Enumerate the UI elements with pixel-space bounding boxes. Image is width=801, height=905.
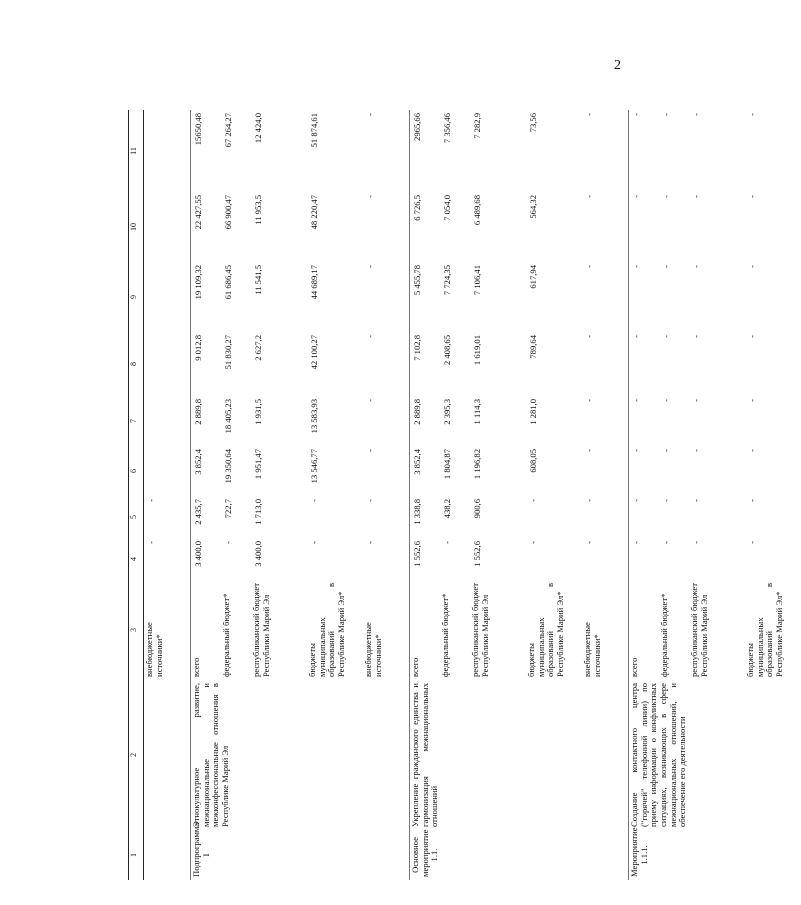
value-cell: - <box>146 541 156 544</box>
funding-source-cell: всего <box>191 580 222 680</box>
value-cell <box>144 110 191 192</box>
value-cell: 13 546,77 <box>309 449 319 484</box>
funding-source-cell: бюджеты муниципальных образований в Республике Марий Эл* <box>526 583 565 677</box>
value-cell: - <box>661 265 671 268</box>
value-cell: - <box>747 195 757 198</box>
value-cell: 2 408,65 <box>442 335 452 366</box>
value-cell: 1 552,6 <box>410 538 441 580</box>
value-cell: 5 455,78 <box>410 262 441 332</box>
value-cell: - <box>584 541 594 544</box>
value-cell: 2 889,8 <box>410 396 441 446</box>
value-cell: - <box>691 399 701 402</box>
value-cell: - <box>528 541 538 544</box>
table-row <box>144 110 191 880</box>
value-cell: - <box>365 541 375 544</box>
value-cell <box>144 332 191 396</box>
funding-source-cell: внебюджетные источники* <box>144 622 164 677</box>
value-cell: - <box>747 499 757 502</box>
header-cell: 3 <box>129 580 144 680</box>
value-cell: - <box>309 541 319 544</box>
table-body <box>144 110 801 880</box>
value-cell: 22 427,55 <box>191 192 222 262</box>
header-row <box>129 110 144 880</box>
value-cell: - <box>365 265 375 268</box>
value-cell: 11 541,5 <box>253 265 263 295</box>
funding-source-cell: бюджеты муниципальных образований в Республике Марий Эл* <box>745 583 784 677</box>
value-cell: 44 689,17 <box>309 265 319 300</box>
value-cell: 1 552,6 <box>472 541 482 567</box>
value-cell: 789,64 <box>528 335 538 359</box>
value-cell: - <box>223 541 233 544</box>
value-cell: - <box>691 335 701 338</box>
value-cell: - <box>584 113 594 116</box>
header-cell: 11 <box>129 110 144 192</box>
value-cell: - <box>747 449 757 452</box>
value-cell: 19 109,32 <box>191 262 222 332</box>
value-cell: 61 686,45 <box>223 265 233 300</box>
value-cell: - <box>584 265 594 268</box>
table-row <box>410 110 441 880</box>
value-cell <box>144 446 191 496</box>
value-cell: - <box>584 399 594 402</box>
value-cell: - <box>309 499 319 502</box>
program-id-cell <box>144 830 191 880</box>
value-cell: - <box>747 265 757 268</box>
value-cell: 7 724,35 <box>442 265 452 296</box>
value-cell: 12 424,0 <box>253 113 263 144</box>
funding-source-cell: всего <box>629 580 660 680</box>
header-cell: 2 <box>129 680 144 830</box>
value-cell: - <box>629 262 660 332</box>
value-cell: 1 931,5 <box>253 399 263 425</box>
value-cell: - <box>747 399 757 402</box>
header-cell: 7 <box>129 396 144 446</box>
value-cell: - <box>629 192 660 262</box>
value-cell: - <box>365 335 375 338</box>
value-cell: - <box>365 499 375 502</box>
value-cell: 6 726,5 <box>410 192 441 262</box>
value-cell: - <box>584 449 594 452</box>
value-cell: 42 100,27 <box>309 335 319 370</box>
header-cell: 1 <box>129 830 144 880</box>
value-cell: 1 713,0 <box>253 499 263 525</box>
value-cell: 2965,66 <box>410 110 441 192</box>
value-cell: - <box>661 335 671 338</box>
value-cell: - <box>584 499 594 502</box>
value-cell: - <box>691 195 701 198</box>
value-cell: - <box>661 195 671 198</box>
program-name-cell: Укрепление гражданского единства и гармонизация межнациональных отношений <box>410 680 629 830</box>
value-cell: 7 054,0 <box>442 195 452 221</box>
value-cell: 608,05 <box>528 449 538 473</box>
value-cell: 2 889,8 <box>191 396 222 446</box>
value-cell: - <box>691 499 701 502</box>
value-cell <box>144 396 191 446</box>
value-cell: - <box>629 446 660 496</box>
funding-source-cell: республиканский бюджет Республики Марий Эл <box>470 583 490 677</box>
value-cell: 6 489,68 <box>472 195 482 226</box>
value-cell: - <box>442 541 452 544</box>
value-cell: - <box>528 499 538 502</box>
value-cell: - <box>691 113 701 116</box>
value-cell: - <box>661 449 671 452</box>
value-cell: 2 627,2 <box>253 335 263 361</box>
value-cell: - <box>747 541 757 544</box>
program-name-cell: Создание контактного центра ("горячей" телефонной линии) по приему информации о конфликтных ситуациях, возникающих в сфере межнациональных отношений, и обеспечение его деятельности <box>629 680 801 830</box>
value-cell: 51 830,27 <box>223 335 233 370</box>
value-cell: 3 400,0 <box>191 538 222 580</box>
program-name-cell <box>144 680 191 830</box>
funding-source-cell: республиканский бюджет Республики Марий Эл <box>251 583 271 677</box>
value-cell: - <box>365 113 375 116</box>
value-cell: 2 435,7 <box>191 496 222 538</box>
value-cell: - <box>691 265 701 268</box>
value-cell: - <box>629 110 660 192</box>
value-cell: - <box>629 496 660 538</box>
header-cell: 6 <box>129 446 144 496</box>
value-cell: - <box>747 113 757 116</box>
value-cell: 1 338,8 <box>410 496 441 538</box>
value-cell: 1 281,0 <box>528 399 538 425</box>
value-cell: 1 619,01 <box>472 335 482 366</box>
header-cell: 5 <box>129 496 144 538</box>
funding-source-cell: внебюджетные источники* <box>582 622 602 677</box>
value-cell: 1 114,3 <box>472 399 482 425</box>
value-cell: 900,6 <box>472 499 482 519</box>
value-cell: - <box>661 541 671 544</box>
page-number: 2 <box>614 58 621 73</box>
value-cell: 18 405,23 <box>223 399 233 434</box>
value-cell: 73,56 <box>528 113 538 133</box>
value-cell: 67 264,27 <box>223 113 233 148</box>
value-cell: 19 350,64 <box>223 449 233 484</box>
value-cell: 1 804,87 <box>442 449 452 480</box>
table-row <box>629 110 660 880</box>
funding-source-cell: республиканский бюджет Республики Марий Эл <box>689 583 709 677</box>
value-cell: - <box>584 335 594 338</box>
value-cell: - <box>629 332 660 396</box>
value-cell: - <box>691 541 701 544</box>
funding-source-cell: федеральный бюджет* <box>221 593 231 677</box>
value-cell: - <box>365 195 375 198</box>
value-cell: 3 852,4 <box>191 446 222 496</box>
funding-source-cell: бюджеты муниципальных образований в Республике Марий Эл* <box>307 583 346 677</box>
value-cell: - <box>146 499 156 502</box>
value-cell: - <box>365 399 375 402</box>
value-cell <box>144 262 191 332</box>
value-cell: 1 951,47 <box>253 449 263 480</box>
header-cell: 9 <box>129 262 144 332</box>
value-cell: 66 900,47 <box>223 195 233 230</box>
value-cell: 438,2 <box>442 499 452 519</box>
value-cell: - <box>661 499 671 502</box>
value-cell: 564,32 <box>528 195 538 219</box>
value-cell: 1 196,82 <box>472 449 482 480</box>
value-cell: 3 852,4 <box>410 446 441 496</box>
value-cell: - <box>691 449 701 452</box>
funding-table <box>128 110 801 880</box>
value-cell: 9 012,8 <box>191 332 222 396</box>
program-id-cell: Основное мероприятие 1.1. <box>410 830 629 880</box>
header-cell: 4 <box>129 538 144 580</box>
header-cell: 8 <box>129 332 144 396</box>
value-cell: 15650,48 <box>191 110 222 192</box>
funding-source-cell: внебюджетные источники* <box>363 622 383 677</box>
value-cell: 617,94 <box>528 265 538 289</box>
header-cell: 10 <box>129 192 144 262</box>
value-cell: - <box>365 449 375 452</box>
value-cell: - <box>661 399 671 402</box>
table-row <box>191 110 222 880</box>
value-cell: 13 583,93 <box>309 399 319 434</box>
funding-source-cell: всего <box>410 580 441 680</box>
value-cell: 7 356,46 <box>442 113 452 144</box>
value-cell: 48 220,47 <box>309 195 319 230</box>
program-id-cell: Мероприятие 1.1.1. <box>629 830 801 880</box>
value-cell: 7 106,41 <box>472 265 482 296</box>
value-cell: - <box>661 113 671 116</box>
funding-source-cell: федеральный бюджет* <box>659 593 669 677</box>
value-cell: 11 953,5 <box>253 195 263 225</box>
value-cell: 7 282,9 <box>472 113 482 139</box>
value-cell: - <box>629 396 660 446</box>
program-id-cell: Подпрограмма I <box>191 830 410 880</box>
value-cell: - <box>629 538 660 580</box>
value-cell: 722,7 <box>223 499 233 519</box>
value-cell: - <box>747 335 757 338</box>
value-cell <box>144 192 191 262</box>
rotated-table-wrapper <box>128 110 784 880</box>
program-name-cell: Этнокультурное развитие, межнациональные и межконфессиональные отношения в Республике Марий Эл <box>191 680 410 830</box>
value-cell: - <box>584 195 594 198</box>
value-cell: 2 395,3 <box>442 399 452 425</box>
value-cell: 51 874,61 <box>309 113 319 148</box>
value-cell: 7 102,8 <box>410 332 441 396</box>
value-cell: 3 400,0 <box>253 541 263 567</box>
funding-source-cell: федеральный бюджет* <box>440 593 450 677</box>
